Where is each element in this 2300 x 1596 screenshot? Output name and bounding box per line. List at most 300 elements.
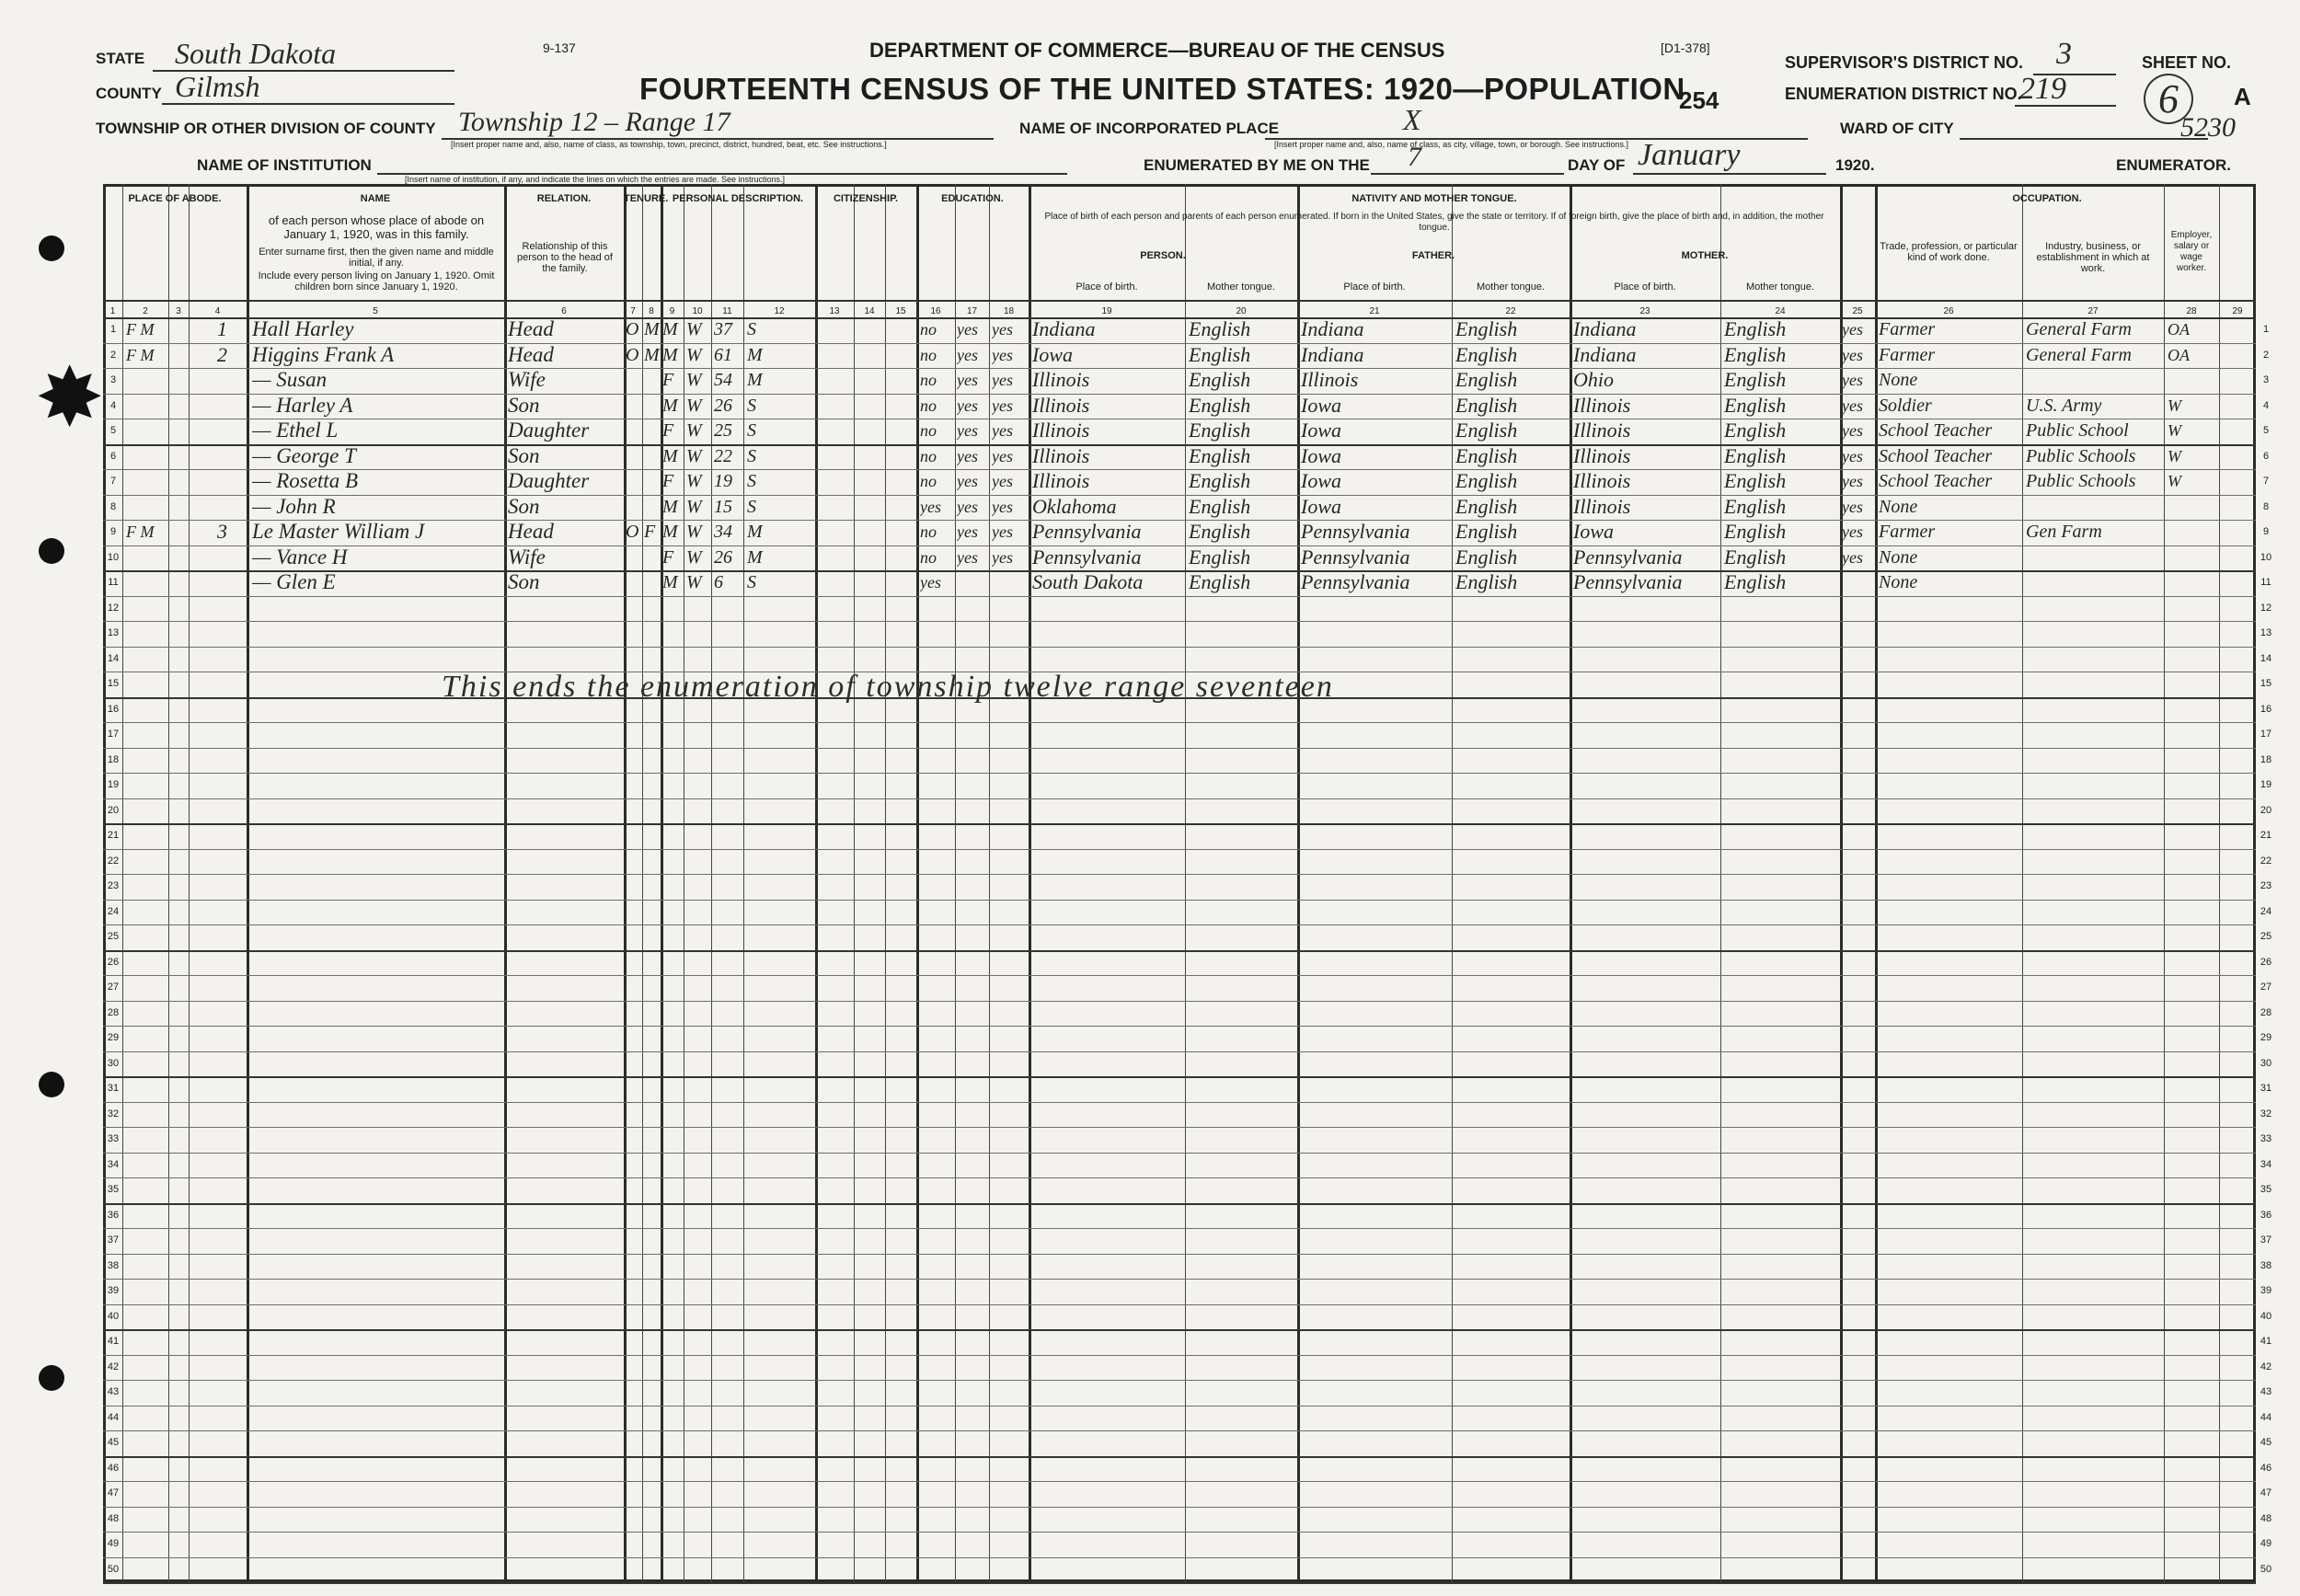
closing-note: This ends the enumeration of township twelve range seventeen	[442, 670, 1334, 704]
row-line	[103, 1102, 2256, 1103]
cell-sex: M	[662, 572, 678, 592]
cell-f-birth: Indiana	[1301, 317, 1364, 340]
line-number: 21	[107, 830, 120, 841]
cell-race: W	[686, 420, 702, 441]
cell-sex: M	[662, 496, 678, 517]
row-line	[103, 1557, 2256, 1558]
cell-farm: F M	[126, 320, 155, 339]
cell-f-tongue: English	[1455, 419, 1518, 442]
supervisor-value: 3	[2056, 37, 2072, 71]
name-column-note: Enter surname first, then the given name and middle initial, if any.	[259, 247, 494, 269]
row-line	[103, 1329, 2256, 1331]
row-line	[103, 1051, 2256, 1052]
line-number: 4	[2262, 399, 2270, 411]
extra-number: 5230	[2180, 112, 2236, 143]
cell-eng: yes	[1842, 497, 1863, 516]
line-number: 34	[107, 1158, 120, 1170]
line-number: 7	[2262, 476, 2270, 487]
cell-school: yes	[920, 573, 941, 591]
cell-school: no	[920, 472, 937, 490]
cell-industry: General Farm	[2026, 319, 2132, 339]
column-number: 23	[1639, 306, 1650, 316]
group-relation: RELATION.	[536, 193, 592, 204]
line-number: 2	[109, 349, 117, 361]
cell-trade: None	[1879, 496, 1918, 517]
cell-name: — Rosetta B	[252, 469, 358, 492]
day-line	[1371, 173, 1564, 175]
cell-f-tongue: English	[1455, 368, 1518, 391]
col23-head: Place of birth.	[1614, 281, 1676, 293]
cell-trade: None	[1879, 572, 1918, 592]
row-line	[103, 1153, 2256, 1154]
line-number: 8	[109, 500, 117, 512]
line-number: 46	[107, 1462, 120, 1474]
cell-age: 15	[714, 496, 732, 517]
cell-trade: Soldier	[1879, 395, 1932, 416]
row-line	[103, 722, 2256, 723]
col21-head: Place of birth.	[1343, 281, 1406, 293]
header-rule	[103, 300, 2256, 302]
cell-rel: Wife	[508, 545, 546, 568]
line-number: 6	[109, 450, 117, 462]
cell-f-birth: Pennsylvania	[1301, 545, 1410, 568]
line-number: 8	[2262, 500, 2270, 512]
cell-race: W	[686, 546, 702, 568]
line-number: 31	[107, 1083, 120, 1094]
enumerator-label: ENUMERATOR.	[2116, 156, 2231, 174]
cell-birth: Illinois	[1032, 368, 1090, 391]
line-number: 30	[2260, 1057, 2272, 1069]
township-label: TOWNSHIP OR OTHER DIVISION OF COUNTY	[96, 120, 436, 137]
line-number: 33	[107, 1133, 120, 1144]
cell-emp: W	[2168, 396, 2181, 415]
cell-birth: Pennsylvania	[1032, 520, 1142, 543]
col24-head: Mother tongue.	[1746, 281, 1814, 293]
row-line	[103, 1380, 2256, 1381]
line-number: 35	[2260, 1184, 2272, 1195]
column-number: 9	[669, 306, 675, 316]
cell-age: 25	[714, 420, 732, 441]
line-number: 14	[107, 652, 120, 664]
cell-read: yes	[957, 345, 978, 364]
cell-fam: 3	[217, 520, 227, 543]
cell-m-tongue: English	[1724, 368, 1787, 391]
line-number: 30	[107, 1057, 120, 1069]
row-line	[103, 1254, 2256, 1255]
cell-m-birth: Pennsylvania	[1573, 545, 1683, 568]
cell-name: Hall Harley	[252, 317, 354, 340]
cell-f-birth: Pennsylvania	[1301, 570, 1410, 593]
cell-m-tongue: English	[1724, 520, 1787, 543]
cell-sex: M	[662, 344, 678, 365]
col26-head: Trade, profession, or particular kind of work done.	[1880, 241, 2018, 263]
cell-sex: M	[662, 319, 678, 339]
row-line	[103, 874, 2256, 875]
row-line	[103, 1481, 2256, 1482]
cell-school: no	[920, 345, 937, 364]
cell-sex: F	[662, 370, 674, 390]
county-line	[162, 103, 454, 105]
cell-f-tongue: English	[1455, 393, 1518, 417]
enumeration-line	[2015, 105, 2116, 107]
cell-f-birth: Iowa	[1301, 443, 1341, 467]
cell-home: M	[644, 344, 660, 365]
cell-school: no	[920, 547, 937, 567]
cell-rel: Daughter	[508, 419, 590, 442]
cell-f-tongue: English	[1455, 317, 1518, 340]
cell-m-tongue: English	[1724, 443, 1787, 467]
line-number: 14	[2260, 652, 2272, 664]
cell-industry: U.S. Army	[2026, 395, 2102, 416]
line-number: 25	[2260, 931, 2272, 942]
line-number: 19	[107, 779, 120, 790]
column-number: 20	[1236, 306, 1247, 316]
line-number: 28	[2260, 1006, 2272, 1018]
cell-f-tongue: English	[1455, 570, 1518, 593]
cell-age: 19	[714, 471, 732, 491]
cell-eng: yes	[1842, 472, 1863, 490]
cell-race: W	[686, 471, 702, 491]
cell-birth: Indiana	[1032, 317, 1096, 340]
cell-m-birth: Illinois	[1573, 469, 1631, 492]
binder-hole	[39, 538, 64, 564]
column-number: 4	[214, 306, 221, 316]
cell-marital: S	[747, 471, 756, 491]
day-of-label: DAY OF	[1568, 156, 1626, 174]
sheet-side: A	[2234, 83, 2251, 110]
line-number: 15	[2260, 678, 2272, 689]
row-line	[103, 900, 2256, 901]
line-number: 27	[2260, 982, 2272, 993]
row-line	[103, 823, 2256, 825]
cell-f-tongue: English	[1455, 494, 1518, 518]
cell-tongue: English	[1189, 393, 1251, 417]
sheet-value: 6	[2144, 74, 2193, 124]
cell-write: yes	[992, 497, 1013, 516]
cell-trade: None	[1879, 370, 1918, 390]
line-number: 4	[109, 399, 117, 411]
column-number: 26	[1943, 306, 1954, 316]
line-number: 42	[107, 1361, 120, 1372]
cell-emp: W	[2168, 472, 2181, 490]
cell-f-birth: Iowa	[1301, 393, 1341, 417]
row-line	[103, 596, 2256, 597]
cell-tongue: English	[1189, 570, 1251, 593]
cell-age: 22	[714, 445, 732, 466]
cell-age: 61	[714, 344, 732, 365]
cell-m-birth: Illinois	[1573, 393, 1631, 417]
county-label: COUNTY	[96, 85, 162, 102]
column-number: 24	[1775, 306, 1786, 316]
column-number: 27	[2087, 306, 2099, 316]
line-number: 37	[2260, 1234, 2272, 1246]
row-line	[103, 1430, 2256, 1431]
row-line	[103, 1355, 2256, 1356]
binder-hole	[39, 1072, 64, 1097]
line-number: 36	[107, 1209, 120, 1221]
cell-trade: School Teacher	[1879, 445, 1993, 466]
cell-trade: School Teacher	[1879, 471, 1993, 491]
row-line	[103, 975, 2256, 976]
line-number: 10	[107, 551, 120, 563]
line-number: 3	[109, 374, 117, 385]
line-number: 17	[107, 729, 120, 740]
cell-race: W	[686, 496, 702, 517]
line-number: 12	[107, 602, 120, 614]
cell-fam: 1	[217, 317, 227, 340]
cell-m-tongue: English	[1724, 419, 1787, 442]
line-number: 34	[2260, 1158, 2272, 1170]
cell-school: no	[920, 421, 937, 440]
line-number: 9	[2262, 526, 2270, 537]
line-number: 38	[2260, 1259, 2272, 1271]
cell-age: 54	[714, 370, 732, 390]
cell-sex: M	[662, 445, 678, 466]
cell-industry: Public Schools	[2026, 445, 2136, 466]
cell-race: W	[686, 395, 702, 416]
cell-farm: F M	[126, 522, 155, 541]
cell-f-tongue: English	[1455, 520, 1518, 543]
department-title: DEPARTMENT OF COMMERCE—BUREAU OF THE CENSUS	[869, 39, 1445, 62]
cell-industry: Gen Farm	[2026, 522, 2102, 542]
line-number: 32	[2260, 1108, 2272, 1119]
line-number: 1	[109, 324, 117, 335]
cell-industry: Public Schools	[2026, 471, 2136, 491]
line-number: 13	[107, 627, 120, 638]
cell-f-birth: Iowa	[1301, 419, 1341, 442]
cell-marital: M	[747, 522, 763, 542]
line-number: 49	[107, 1538, 120, 1549]
line-number: 5	[109, 425, 117, 436]
cell-birth: Pennsylvania	[1032, 545, 1142, 568]
line-number: 48	[107, 1512, 120, 1524]
column-number: 6	[561, 306, 567, 316]
cell-m-tongue: English	[1724, 342, 1787, 366]
group-father: FATHER.	[1411, 250, 1455, 261]
column-number: 13	[829, 306, 840, 316]
incorporated-hint: [Insert proper name and, also, name of class, as city, village, town, or borough. See instructions.]	[1274, 140, 1629, 149]
cell-marital: S	[747, 445, 756, 466]
institution-hint: [Insert name of institution, if any, and indicate the lines on which the entries are made. See instructions.]	[405, 175, 786, 184]
cell-rel: Daughter	[508, 469, 590, 492]
line-number: 21	[2260, 830, 2272, 841]
name-column-note2: Include every person living on January 1, 1920. Omit children born since January 1, 1920.	[258, 270, 495, 293]
cell-m-birth: Indiana	[1573, 317, 1637, 340]
column-number: 12	[774, 306, 785, 316]
row-line	[103, 849, 2256, 850]
cell-write: yes	[992, 371, 1013, 389]
cell-read: yes	[957, 472, 978, 490]
incorporated-value: X	[1403, 103, 1421, 136]
cell-m-tongue: English	[1724, 570, 1787, 593]
cell-race: W	[686, 370, 702, 390]
line-number: 10	[2260, 551, 2272, 563]
cell-read: yes	[957, 421, 978, 440]
row-line	[103, 1582, 2256, 1584]
column-number: 2	[143, 306, 148, 316]
line-number: 23	[2260, 880, 2272, 891]
line-number: 40	[2260, 1310, 2272, 1322]
cell-tongue: English	[1189, 419, 1251, 442]
line-number: 36	[2260, 1209, 2272, 1221]
line-number: 50	[2260, 1563, 2272, 1575]
line-number: 15	[107, 678, 120, 689]
cell-eng: yes	[1842, 522, 1863, 541]
column-number: 25	[1852, 306, 1863, 316]
cell-write: yes	[992, 547, 1013, 567]
line-number: 44	[2260, 1411, 2272, 1423]
cell-school: no	[920, 396, 937, 415]
cell-race: W	[686, 319, 702, 339]
row-line	[103, 798, 2256, 799]
line-number: 12	[2260, 602, 2272, 614]
column-number: 7	[630, 306, 636, 316]
cell-name: — Glen E	[252, 570, 336, 593]
cell-farm: F M	[126, 345, 155, 364]
line-number: 22	[107, 855, 120, 867]
cell-sex: F	[662, 546, 674, 568]
line-number: 26	[2260, 956, 2272, 968]
cell-birth: South Dakota	[1032, 570, 1144, 593]
cell-m-tongue: English	[1724, 393, 1787, 417]
row-line	[103, 924, 2256, 925]
cell-fam: 2	[217, 342, 227, 366]
cell-m-birth: Iowa	[1573, 520, 1614, 543]
row-line	[103, 748, 2256, 749]
cell-name: — Harley A	[252, 393, 353, 417]
cell-tongue: English	[1189, 443, 1251, 467]
cell-m-tongue: English	[1724, 469, 1787, 492]
cell-marital: M	[747, 546, 763, 568]
line-number: 48	[2260, 1512, 2272, 1524]
cell-industry: General Farm	[2026, 344, 2132, 365]
line-number: 45	[2260, 1437, 2272, 1448]
cell-f-birth: Illinois	[1301, 368, 1359, 391]
cell-f-birth: Indiana	[1301, 342, 1364, 366]
cell-birth: Illinois	[1032, 469, 1090, 492]
cell-write: yes	[992, 396, 1013, 415]
cell-f-tongue: English	[1455, 545, 1518, 568]
line-number: 49	[2260, 1538, 2272, 1549]
cell-trade: None	[1879, 546, 1918, 568]
cell-marital: S	[747, 395, 756, 416]
cell-race: W	[686, 572, 702, 592]
line-number: 32	[107, 1108, 120, 1119]
cell-name: — John R	[252, 494, 336, 518]
row-line	[103, 1456, 2256, 1458]
line-number: 16	[107, 703, 120, 715]
column-number: 22	[1505, 306, 1516, 316]
column-number: 21	[1369, 306, 1380, 316]
cell-age: 26	[714, 546, 732, 568]
line-number: 31	[2260, 1083, 2272, 1094]
cell-tongue: English	[1189, 368, 1251, 391]
group-education: EDUCATION.	[941, 193, 1004, 204]
ward-label: WARD OF CITY	[1840, 120, 1954, 137]
cell-name: — Susan	[252, 368, 328, 391]
cell-tongue: English	[1189, 520, 1251, 543]
column-number: 1	[109, 306, 116, 316]
cell-tenure: O	[626, 522, 639, 542]
group-occupation: OCCUPATION.	[2012, 193, 2082, 204]
cell-write: yes	[992, 472, 1013, 490]
cell-m-birth: Ohio	[1573, 368, 1614, 391]
row-line	[103, 1076, 2256, 1078]
column-number: 10	[692, 306, 703, 316]
cell-rel: Head	[508, 317, 554, 340]
cell-eng: yes	[1842, 446, 1863, 465]
year-label: 1920.	[1835, 156, 1875, 174]
enumerated-month: January	[1638, 138, 1741, 172]
cell-write: yes	[992, 320, 1013, 339]
cell-eng: yes	[1842, 371, 1863, 389]
cell-m-tongue: English	[1724, 317, 1787, 340]
col22-head: Mother tongue.	[1477, 281, 1545, 293]
line-number: 24	[2260, 905, 2272, 917]
line-number: 1	[2262, 324, 2270, 335]
cell-name: — George T	[252, 443, 356, 467]
line-number: 40	[107, 1310, 120, 1322]
cell-eng: yes	[1842, 345, 1863, 364]
column-number: 18	[1003, 306, 1015, 316]
cell-eng: yes	[1842, 320, 1863, 339]
column-number: 17	[966, 306, 978, 316]
line-number: 42	[2260, 1361, 2272, 1372]
row-line	[103, 1127, 2256, 1128]
cell-write: yes	[992, 446, 1013, 465]
line-number: 6	[2262, 450, 2270, 462]
line-number: 18	[107, 753, 120, 765]
page-stamp: 254	[1679, 86, 1719, 114]
cell-birth: Illinois	[1032, 443, 1090, 467]
cell-f-birth: Iowa	[1301, 494, 1341, 518]
cell-age: 37	[714, 319, 732, 339]
line-number: 17	[2260, 729, 2272, 740]
cell-age: 34	[714, 522, 732, 542]
row-line	[103, 1507, 2256, 1508]
cell-age: 6	[714, 572, 723, 592]
cell-rel: Son	[508, 443, 540, 467]
enumeration-value: 219	[2019, 72, 2066, 106]
cell-emp: OA	[2168, 345, 2190, 364]
line-number: 27	[107, 982, 120, 993]
enumeration-label: ENUMERATION DISTRICT NO.	[1785, 85, 2022, 103]
line-number: 45	[107, 1437, 120, 1448]
cell-write: yes	[992, 421, 1013, 440]
row-line	[103, 773, 2256, 774]
cell-emp: W	[2168, 421, 2181, 440]
line-number: 39	[107, 1285, 120, 1296]
supervisor-label: SUPERVISOR'S DISTRICT NO.	[1785, 53, 2023, 72]
cell-age: 26	[714, 395, 732, 416]
col19-head: Place of birth.	[1075, 281, 1138, 293]
line-number: 18	[2260, 753, 2272, 765]
cell-read: yes	[957, 396, 978, 415]
form-code: [D1-378]	[1661, 40, 1710, 55]
cell-race: W	[686, 344, 702, 365]
cell-read: yes	[957, 547, 978, 567]
cell-emp: W	[2168, 446, 2181, 465]
row-line	[103, 950, 2256, 952]
column-number: 14	[864, 306, 875, 316]
column-number: 29	[2232, 306, 2243, 316]
cell-rel: Son	[508, 393, 540, 417]
cell-birth: Iowa	[1032, 342, 1073, 366]
group-tenure: TENURE.	[624, 193, 669, 204]
line-number: 13	[2260, 627, 2272, 638]
col28-head: Employer, salary or wage worker.	[2170, 230, 2213, 273]
name-column-desc: of each person whose place of abode on January 1, 1920, was in this family.	[268, 213, 485, 241]
